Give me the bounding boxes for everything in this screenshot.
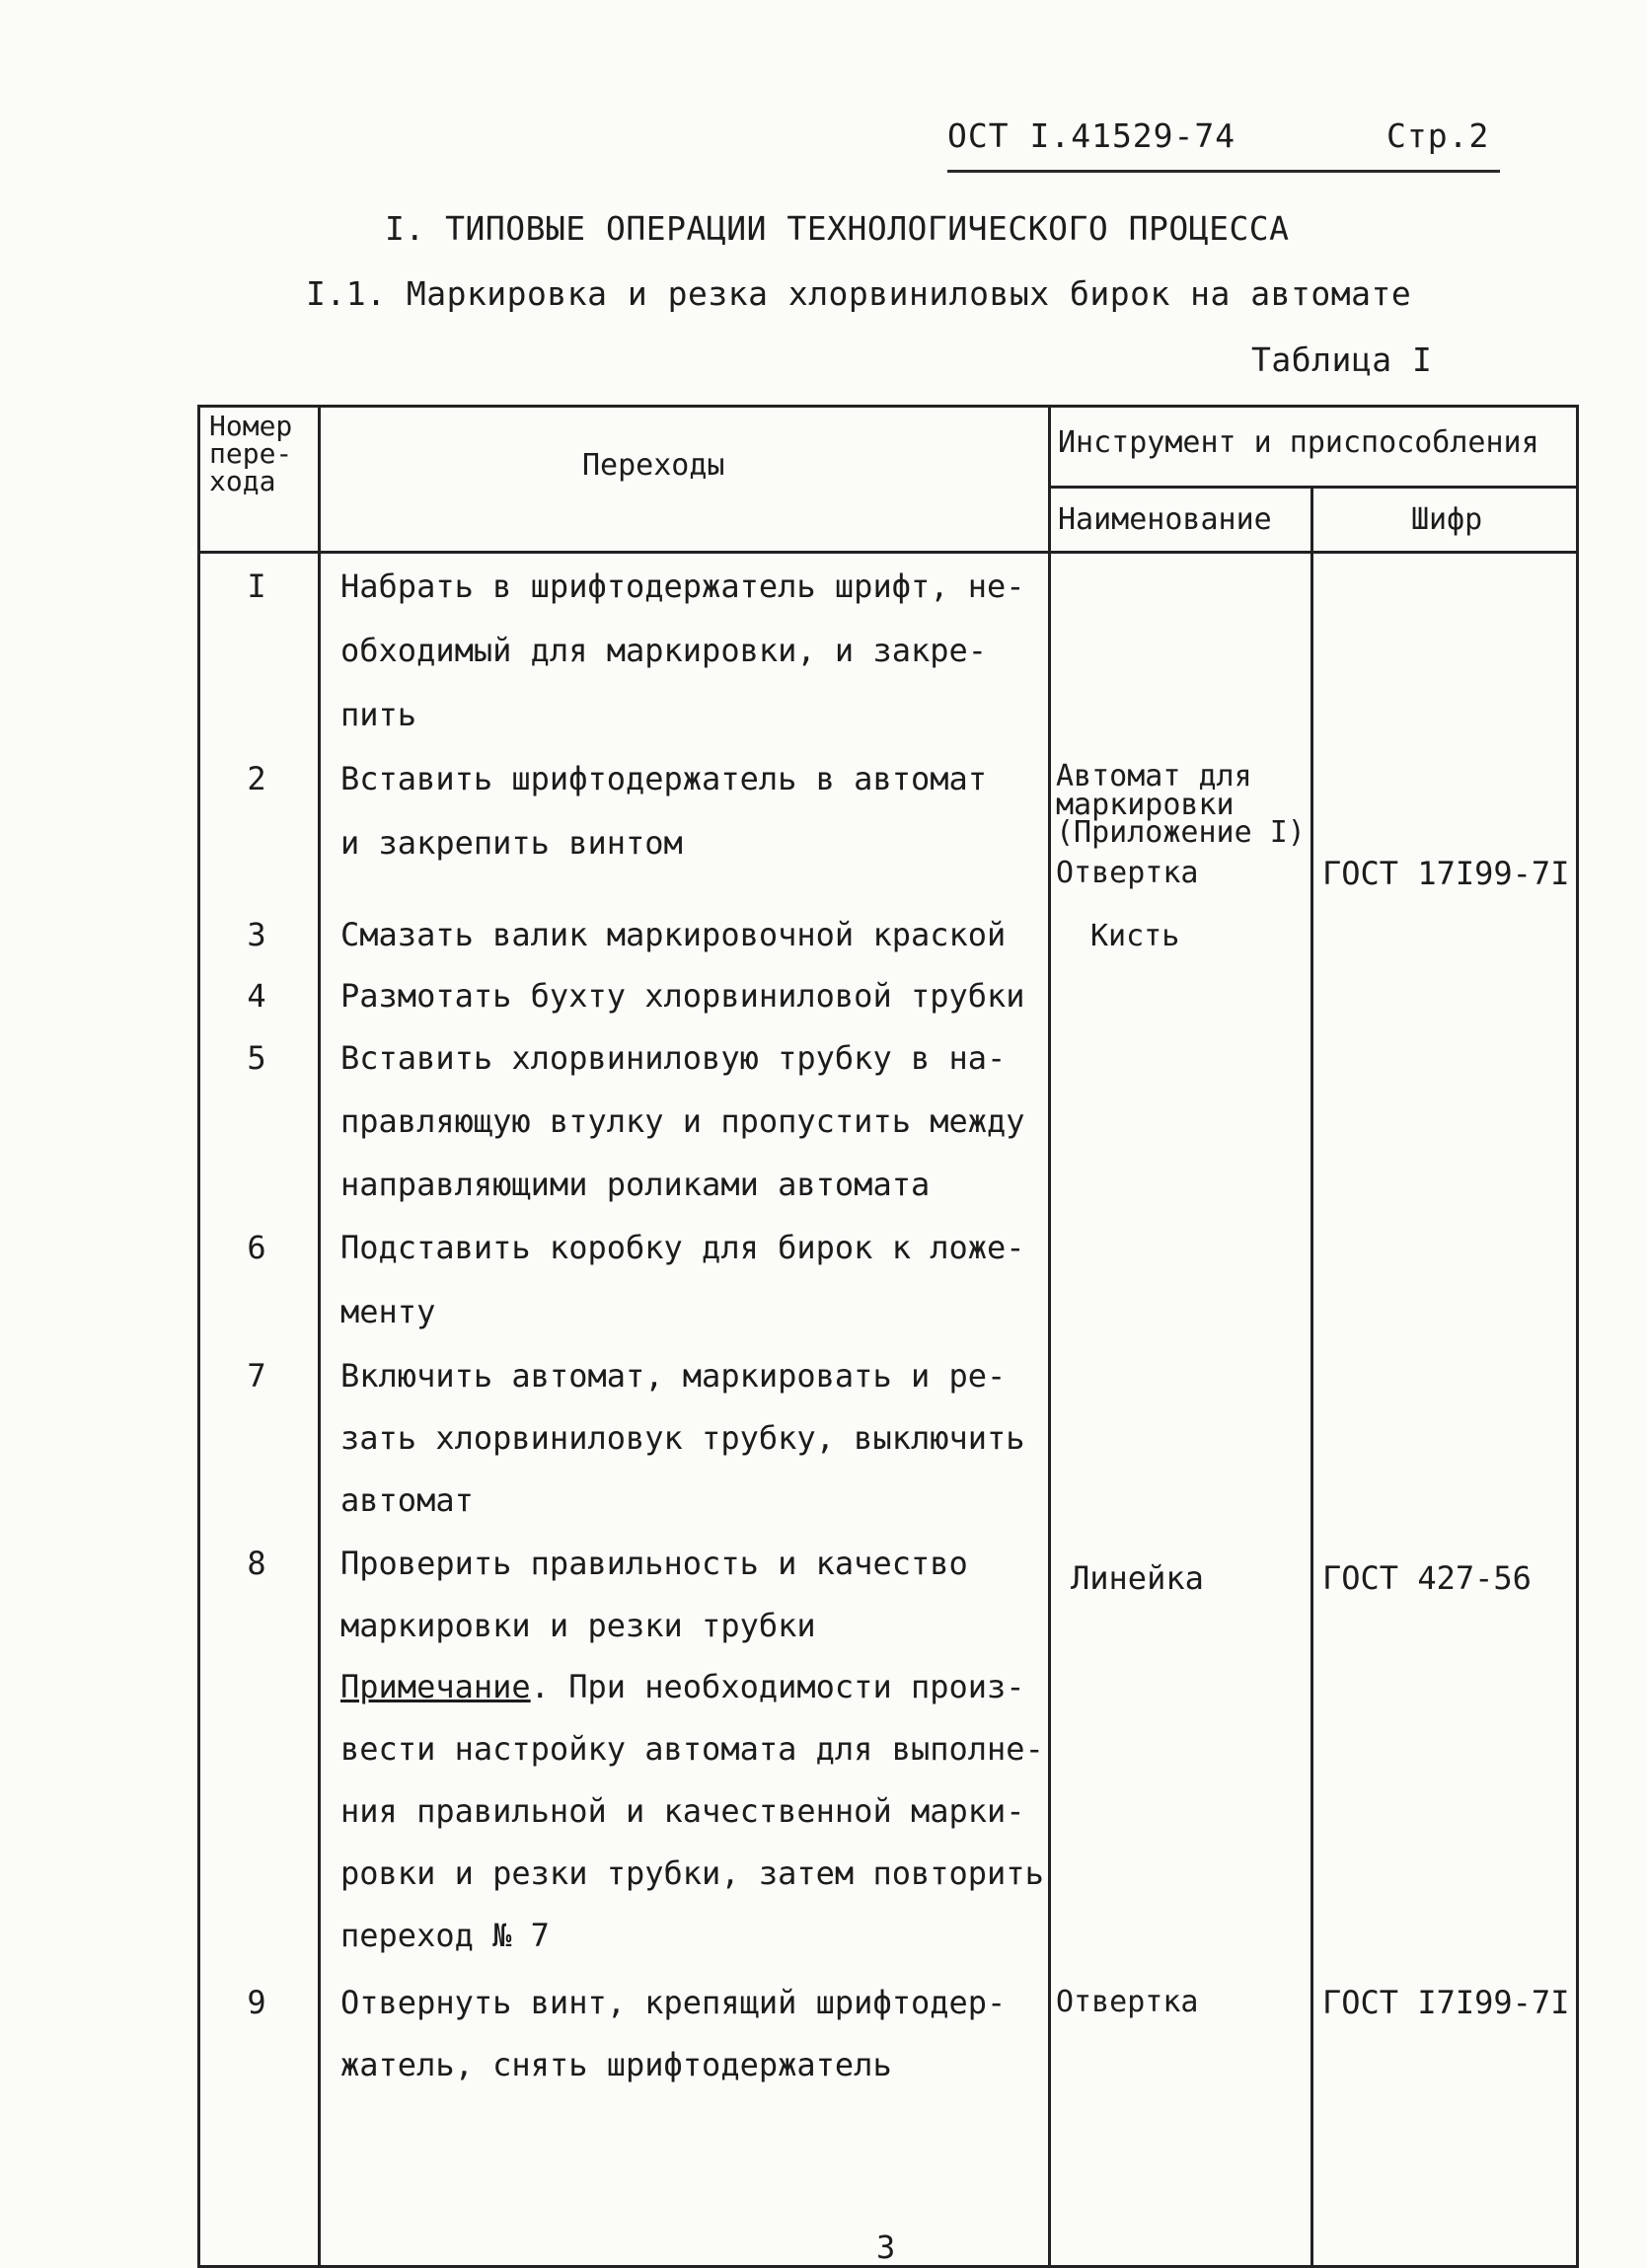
- note-line: вести настройку автомата для выполне-: [340, 1730, 1044, 1768]
- transition-line: Включить автомат, маркировать и ре-: [340, 1357, 1007, 1395]
- transition-line: Набрать в шрифтодержатель шрифт, не-: [340, 567, 1025, 605]
- transition-line: Размотать бухту хлорвиниловой трубки: [340, 977, 1025, 1015]
- transition-line: автомат: [340, 1481, 474, 1519]
- transition-line: правляющую втулку и пропустить между: [340, 1102, 1025, 1140]
- subheader-divider: [1048, 486, 1579, 489]
- row-number: 9: [247, 1984, 266, 2021]
- tool-screwdriver: Отвертка: [1056, 856, 1199, 890]
- transition-line: менту: [340, 1293, 436, 1330]
- transition-line: жатель, снять шрифтодержатель: [340, 2046, 892, 2083]
- table-right-border: [1576, 405, 1579, 2268]
- subsection-title: І.1. Маркировка и резка хлорвиниловых бирок на автомате: [306, 274, 1412, 313]
- note-first-line: [340, 1668, 1025, 1705]
- tool-brush: Кисть: [1090, 919, 1180, 953]
- header-bottom-divider: [197, 551, 1579, 554]
- row-number: 2: [247, 760, 266, 797]
- section-title: І. ТИПОВЫЕ ОПЕРАЦИИ ТЕХНОЛОГИЧЕСКОГО ПРОЦЕССА: [385, 209, 1290, 248]
- tool-ruler: Линейка: [1071, 1559, 1204, 1597]
- col-header-tools: Инструмент и приспособления: [1058, 425, 1539, 460]
- note-line: ния правильной и качественной марки-: [340, 1792, 1025, 1830]
- transition-line: Вставить шрифтодержатель в автомат: [340, 760, 988, 797]
- row-number: 8: [247, 1545, 266, 1582]
- row-number: 5: [247, 1039, 266, 1077]
- transition-line: Вставить хлорвиниловую трубку в на-: [340, 1039, 1007, 1077]
- transition-line: Отвернуть винт, крепящий шрифтодер-: [340, 1984, 1007, 2021]
- row-number: 3: [247, 916, 266, 953]
- header-underline: [947, 170, 1500, 173]
- col-header-transitions: Переходы: [582, 448, 725, 483]
- table-label: Таблица І: [1251, 340, 1433, 379]
- note-line: ровки и резки трубки, затем повторить: [340, 1854, 1044, 1892]
- transition-line: направляющими роликами автомата: [340, 1166, 931, 1203]
- tool-code-automat: ГОСТ 17І99-7І: [1322, 855, 1570, 892]
- page-number: 3: [876, 2229, 896, 2266]
- transition-line: маркировки и резки трубки: [340, 1607, 816, 1644]
- row-number: 7: [247, 1357, 266, 1395]
- table-left-border: [197, 405, 200, 2268]
- note-first-line-rest: . При необходимости произ-: [530, 1668, 1025, 1705]
- transition-line: Смазать валик маркировочной краской: [340, 916, 1007, 953]
- note-line: переход № 7: [340, 1917, 550, 1954]
- transition-line: обходимый для маркировки, и закре-: [340, 632, 988, 669]
- col-divider-3: [1310, 486, 1313, 2268]
- col-divider-1: [318, 405, 321, 2268]
- row-number: І: [247, 567, 266, 605]
- row-number: 6: [247, 1229, 266, 1266]
- tool-code-ruler: ГОСТ 427-56: [1322, 1559, 1532, 1597]
- page-label: Стр.2: [1386, 116, 1490, 155]
- transition-line: зать хлорвиниловук трубку, выключить: [340, 1419, 1025, 1457]
- row-number: 4: [247, 977, 266, 1015]
- transition-line: пить: [340, 696, 417, 733]
- col-divider-2: [1048, 405, 1051, 2268]
- note-label: Примечание: [340, 1668, 531, 1705]
- transition-line: Подставить коробку для бирок к ложе-: [340, 1229, 1025, 1266]
- tool-screwdriver-9: Отвертка: [1056, 1985, 1199, 2019]
- document-code: ОСТ І.41529-74: [947, 116, 1236, 155]
- transition-line: Проверить правильность и качество: [340, 1545, 968, 1582]
- col-header-code: Шифр: [1411, 502, 1483, 537]
- tool-code-9: ГОСТ І7І99-7І: [1322, 1984, 1570, 2021]
- tool-automat: Автомат для маркировки (Приложение І): [1056, 759, 1306, 850]
- transition-line: и закрепить винтом: [340, 824, 683, 862]
- col-header-name: Наименование: [1058, 502, 1272, 537]
- table-top-border: [197, 405, 1579, 408]
- col-header-number: Номер пере- хода: [209, 410, 293, 497]
